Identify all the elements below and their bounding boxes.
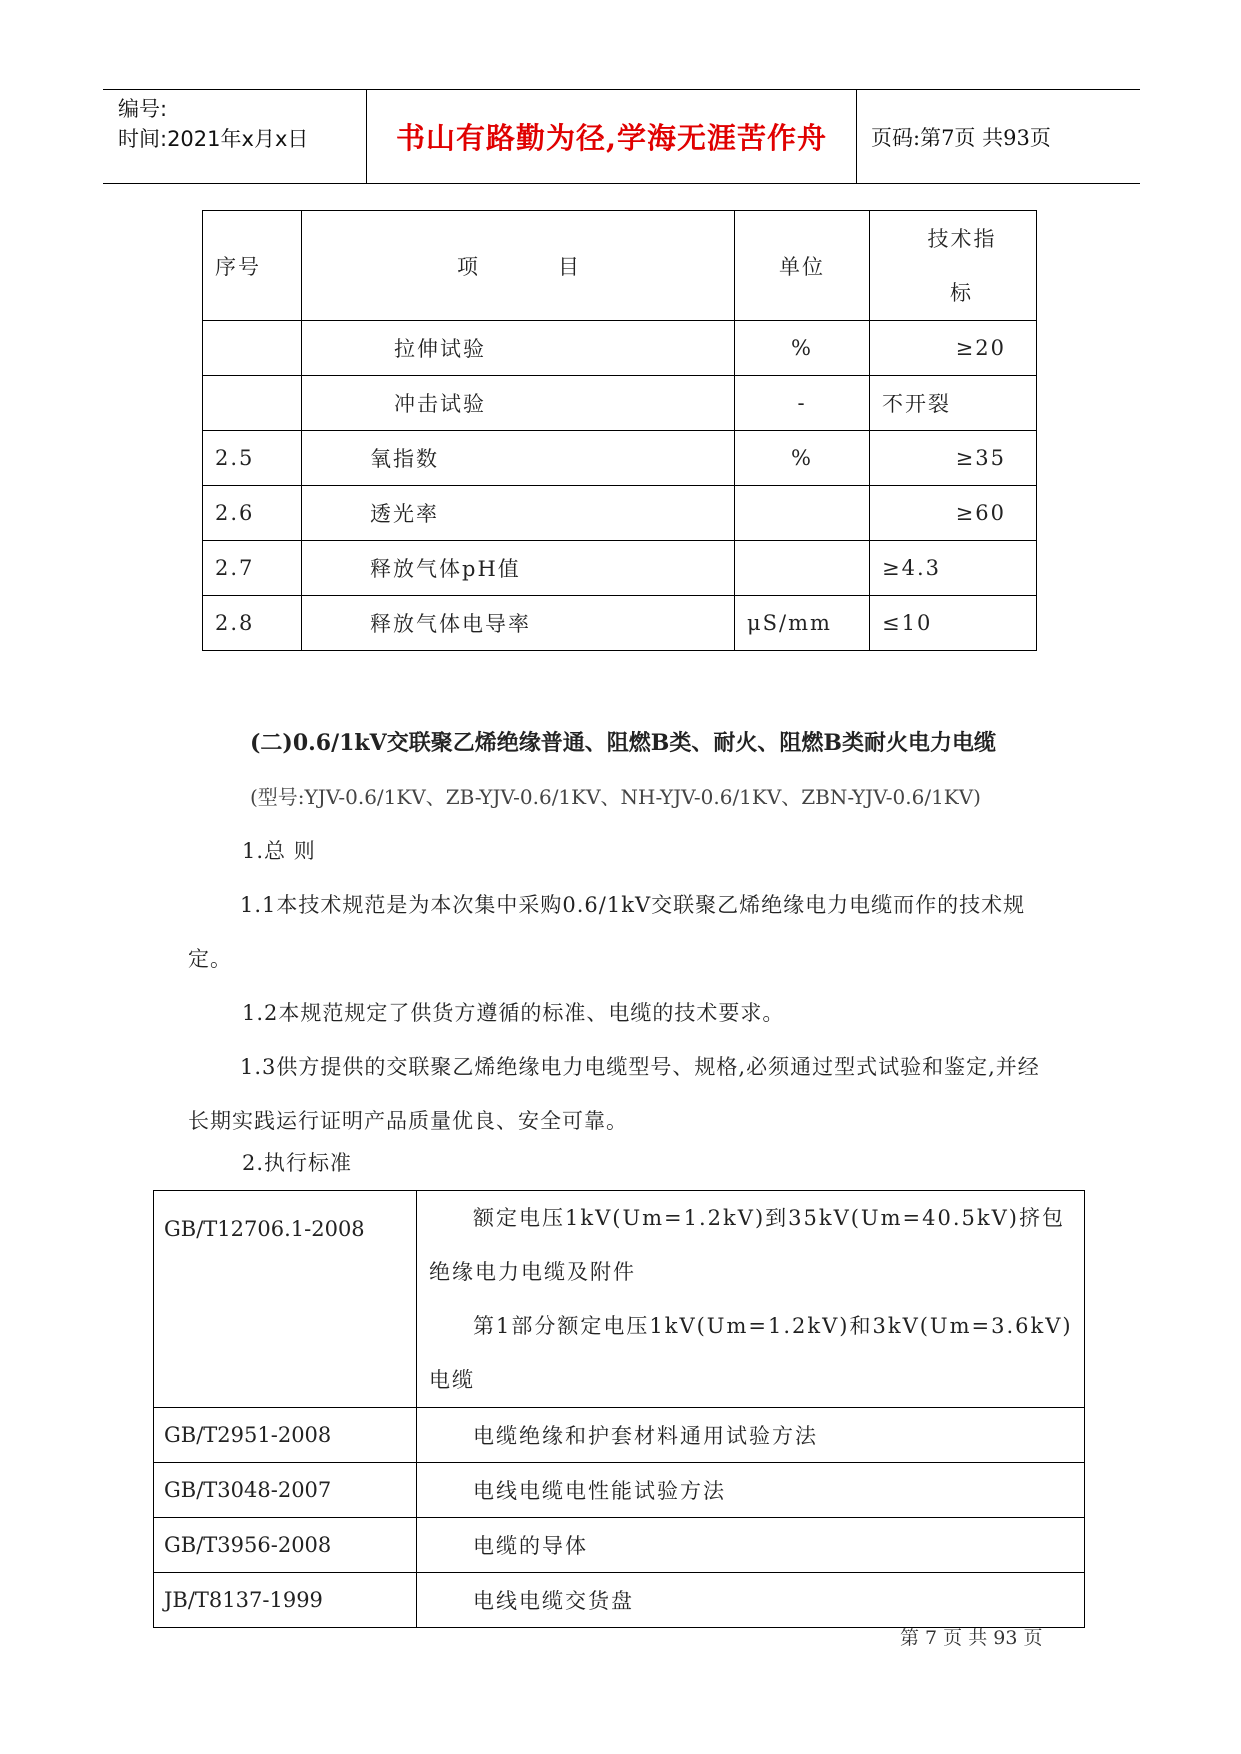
cell-spec: ≥4.3 [870, 541, 1037, 596]
page-footer: 第 7 页 共 93 页 [900, 1627, 1043, 1649]
table-row [203, 596, 1037, 651]
cell-unit [735, 541, 870, 596]
cell-item: 释放气体电导率 [302, 596, 735, 651]
cell-spec: 不开裂 [870, 376, 1037, 431]
col-header-unit: 单位 [735, 211, 870, 321]
section-title: (二)0.6/1kV交联聚乙烯绝缘普通、阻燃B类、耐火、阻燃B类耐火电力电缆 [250, 730, 996, 756]
col-header-spec: 技术指 标 [870, 211, 1037, 321]
cell-description: 电缆绝缘和护套材料通用试验方法 [417, 1408, 1085, 1463]
table-row [203, 486, 1037, 541]
table-row [203, 376, 1037, 431]
table-row [154, 1408, 1085, 1463]
col-header-no: 序号 [203, 211, 302, 321]
paragraph-1-1: 1.1本技术规范是为本次集中采购0.6/1kV交联聚乙烯绝缘电力电缆而作的技术规定。 [188, 893, 1026, 971]
table-header-row [203, 211, 1037, 321]
cell-no: 2.7 [203, 541, 302, 596]
cell-spec: ≥35 [870, 431, 1037, 486]
header-page-label: 页码:第7页 共93页 [871, 125, 1051, 150]
cell-item: 透光率 [302, 486, 735, 541]
cell-item: 冲击试验 [302, 376, 735, 431]
table-row [154, 1518, 1085, 1573]
cell-item: 氧指数 [302, 431, 735, 486]
spec-table [202, 210, 1037, 651]
col-header-item: 项 目 [302, 211, 735, 321]
cell-no: 2.8 [203, 596, 302, 651]
table-row [203, 321, 1037, 376]
table-row [154, 1191, 1085, 1408]
general-heading: 1.总 则 [242, 839, 316, 863]
cell-unit: - [735, 376, 870, 431]
cell-standard: GB/T3956-2008 [154, 1518, 417, 1573]
table-row [203, 541, 1037, 596]
paragraph-1-2: 1.2本规范规定了供货方遵循的标准、电缆的技术要求。 [242, 1001, 785, 1025]
cell-unit: % [735, 321, 870, 376]
table-row [154, 1463, 1085, 1518]
page-header [103, 89, 1140, 184]
time-label: 时间:2021年x月x日 [118, 127, 309, 151]
cell-description: 电线电缆电性能试验方法 [417, 1463, 1085, 1518]
cell-unit [735, 486, 870, 541]
cell-no [203, 376, 302, 431]
cell-standard: GB/T12706.1-2008 [154, 1191, 417, 1408]
cell-standard: GB/T3048-2007 [154, 1463, 417, 1518]
cell-description: 额定电压1kV(Um=1.2kV)到35kV(Um=40.5kV)挤包绝缘电力电缆及附件 第1部分额定电压1kV(Um=1.2kV)和3kV(Um=3.6kV)电缆 [417, 1191, 1085, 1408]
model-line: (型号:YJV-0.6/1KV、ZB-YJV-0.6/1KV、NH-YJV-0.6/1KV、ZBN-YJV-0.6/1KV) [250, 785, 981, 809]
cell-description: 电线电缆交货盘 [417, 1573, 1085, 1628]
number-label: 编号: [118, 97, 168, 121]
header-motto: 书山有路勤为径,学海无涯苦作舟 [367, 90, 857, 183]
table-row [154, 1573, 1085, 1628]
cell-spec: ≤10 [870, 596, 1037, 651]
standards-heading: 2.执行标准 [242, 1151, 353, 1175]
cell-standard: GB/T2951-2008 [154, 1408, 417, 1463]
header-meta [103, 90, 367, 183]
cell-no: 2.5 [203, 431, 302, 486]
paragraph-1-3: 1.3供方提供的交联聚乙烯绝缘电力电缆型号、规格,必须通过型式试验和鉴定,并经长期实践运行证明产品质量优良、安全可靠。 [188, 1055, 1040, 1133]
cell-no: 2.6 [203, 486, 302, 541]
standards-table [153, 1190, 1085, 1628]
cell-item: 拉伸试验 [302, 321, 735, 376]
cell-spec: ≥20 [870, 321, 1037, 376]
cell-standard: JB/T8137-1999 [154, 1573, 417, 1628]
cell-spec: ≥60 [870, 486, 1037, 541]
cell-description: 电缆的导体 [417, 1518, 1085, 1573]
cell-unit: % [735, 431, 870, 486]
cell-unit: μS/mm [735, 596, 870, 651]
cell-no [203, 321, 302, 376]
cell-item: 释放气体pH值 [302, 541, 735, 596]
table-row [203, 431, 1037, 486]
